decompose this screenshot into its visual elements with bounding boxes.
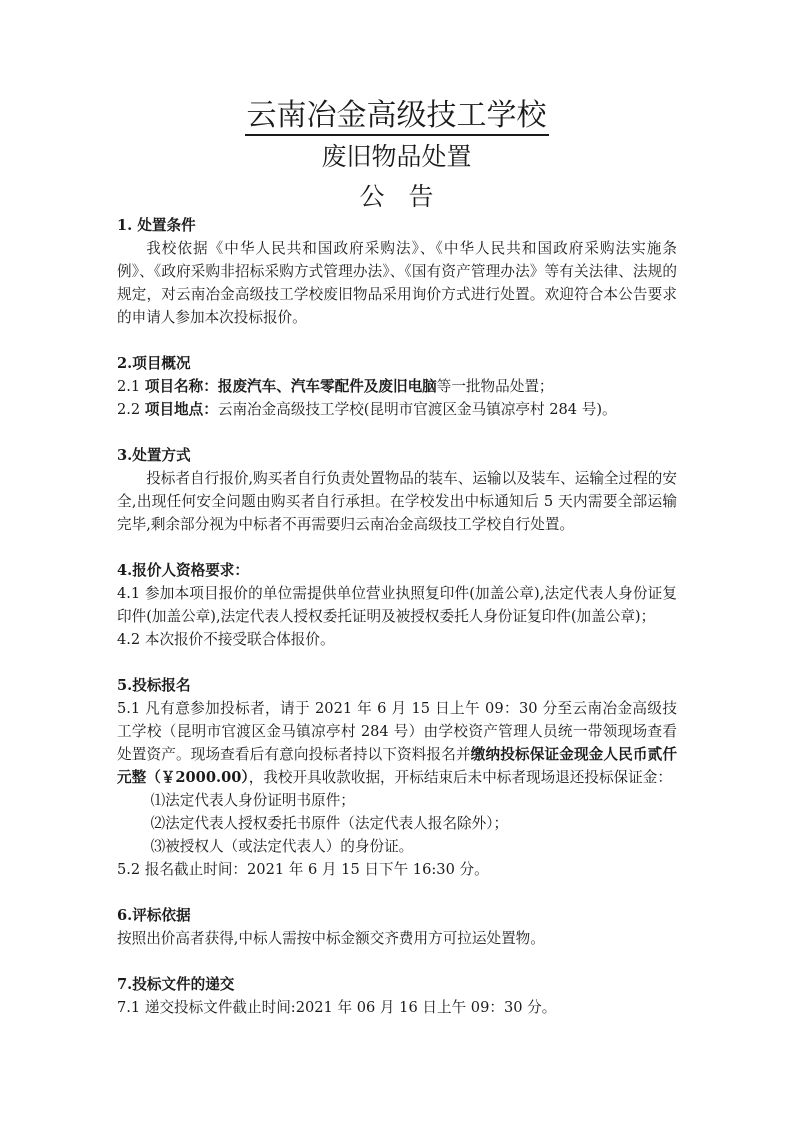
section-5-line-1: 5.1 凡有意参加投标者，请于 2021 年 6 月 15 日上午 09：30 分至云南冶金高级技工学校（昆明市官渡区金马镇凉亭村 284 号）由学校资产管理人员统一带领现场查看处置资产。现场查看后有意向投标者持以下资料报名并缴纳投标保证金现金人民币贰仟元整（￥2000.00），我校开具收款收据，开标结束后未中标者现场退还投标保证金：: [117, 700, 677, 786]
section-6-text: 按照出价高者获得,中标人需按中标金额交齐费用方可拉运处置物。: [117, 930, 545, 947]
section-7-line-1: 7.1 递交投标文件截止时间:2021 年 06 月 16 日上午 09：30 分。: [117, 999, 557, 1016]
section-2-heading: 2.项目概况: [117, 355, 191, 372]
section-4-line-2: 4.2 本次报价不接受联合体报价。: [117, 631, 335, 648]
section-6-heading: 6.评标依据: [117, 907, 191, 924]
document-body: [117, 214, 677, 1019]
section-5-item-2: ⑵法定代表人授权委托书原件（法定代表人报名除外）；: [150, 815, 509, 832]
section-5-heading: 5.投标报名: [117, 677, 191, 694]
section-4-line-1: 4.1 参加本项目报价的单位需提供单位营业执照复印件(加盖公章),法定代表人身份证复印件(加盖公章),法定代表人授权委托证明及被授权委托人身份证复印件(加盖公章)；: [117, 585, 677, 625]
section-3-heading: 3.处置方式: [117, 447, 191, 464]
section-5-line-2: 5.2 报名截止时间：2021 年 6 月 15 日下午 16:30 分。: [117, 861, 489, 878]
section-7-heading: 7.投标文件的递交: [117, 976, 235, 993]
section-2-line-2: 2.2 项目地点：云南冶金高级技工学校(昆明市官渡区金马镇凉亭村 284 号)。: [117, 401, 617, 418]
subject-title: 废旧物品处置: [321, 142, 472, 171]
section-1-text: 我校依据《中华人民共和国政府采购法》、《中华人民共和国政府采购法实施条例》、《政府采购非招标采购方式管理办法》、《国有资产管理办法》等有关法律、法规的规定，对云南冶金高级技工学校废旧物品采用询价方式进行处置。欢迎符合本公告要求的申请人参加本次投标报价。: [117, 240, 677, 326]
section-3-text: 投标者自行报价,购买者自行负责处置物品的装车、运输以及装车、运输全过程的安全,出现任何安全问题由购买者自行承担。在学校发出中标通知后 5 天内需要全部运输完毕,剩余部分视为中标者不再需要归云南冶金高级技工学校自行处置。: [117, 470, 677, 533]
section-4-heading: 4.报价人资格要求：: [117, 562, 249, 579]
section-1-heading: 1. 处置条件: [117, 217, 196, 234]
section-2-line-1: 2.1 项目名称：报废汽车、汽车零配件及废旧电脑等一批物品处置；: [117, 378, 554, 395]
notice-title: 公告: [359, 182, 458, 211]
section-5-item-3: ⑶被授权人（或法定代表人）的身份证。: [150, 838, 414, 855]
section-5-item-1: ⑴法定代表人身份证明书原件；: [150, 792, 355, 809]
school-title: 云南冶金高级技工学校: [0, 96, 793, 136]
